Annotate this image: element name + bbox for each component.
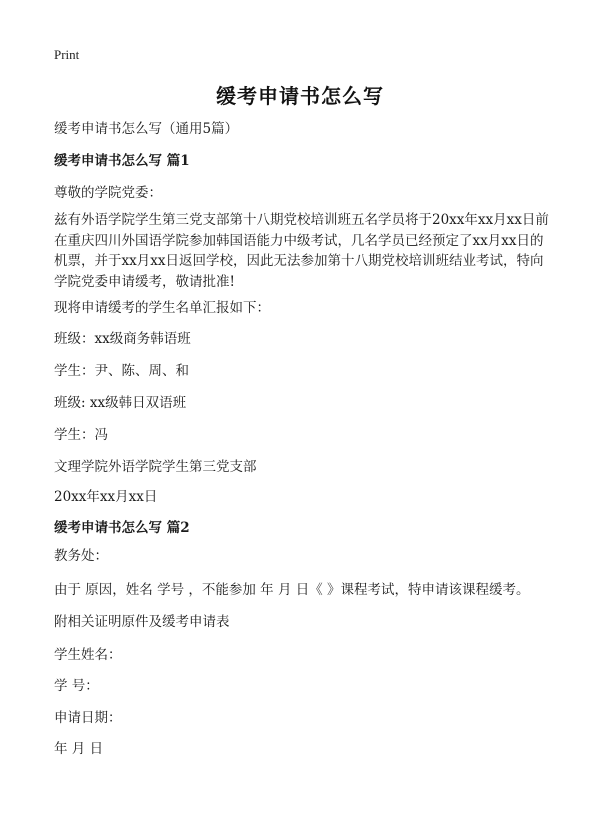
body-paragraph-1 bbox=[54, 210, 552, 292]
list-intro: 现将申请缓考的学生名单汇报如下： bbox=[54, 300, 270, 316]
salutation-1: 尊敬的学院党委： bbox=[54, 185, 162, 201]
paragraph-line: 兹有外语学院学生第三党支部第十八期党校培训班五名学员将于20xx年xx月xx日前 bbox=[54, 212, 549, 228]
students-line-2: 学生：冯 bbox=[54, 427, 108, 443]
document-subtitle: 缓考申请书怎么写（通用5篇） bbox=[54, 121, 239, 137]
signature-date: 20xx年xx月xx日 bbox=[54, 489, 158, 505]
signature: 文理学院外语学院学生第三党支部 bbox=[54, 459, 257, 475]
body-paragraph-2: 由于 原因，姓名 学号 ，不能参加 年 月 日《 》课程考试，特申请该课程缓考。 bbox=[54, 582, 530, 598]
attachment-note: 附相关证明原件及缓考申请表 bbox=[54, 614, 230, 630]
students-line-1: 学生：尹、陈、周、和 bbox=[54, 363, 189, 379]
student-name-field: 学生姓名： bbox=[54, 647, 122, 663]
application-date-field: 申请日期： bbox=[54, 710, 122, 726]
page-title: 缓考申请书怎么写 bbox=[216, 84, 384, 108]
section-heading-2: 缓考申请书怎么写 篇2 bbox=[54, 520, 190, 536]
paragraph-line: 学院党委申请缓考，敬请批准! bbox=[54, 273, 235, 290]
paragraph-line: 机票，并于xx月xx日返回学校，因此无法参加第十八期党校培训班结业考试，特向 bbox=[54, 253, 544, 269]
paragraph-line: 在重庆四川外国语学院参加韩国语能力中级考试，几名学员已经预定了xx月xx日的 bbox=[54, 232, 544, 249]
class-line-1: 班级：xx级商务韩语班 bbox=[54, 331, 191, 347]
ymd-line: 年 月 日 bbox=[54, 741, 104, 757]
print-link[interactable]: Print bbox=[54, 47, 80, 62]
class-line-2: 班级: xx级韩日双语班 bbox=[54, 395, 187, 411]
salutation-2: 教务处： bbox=[54, 548, 108, 564]
student-id-field: 学 号： bbox=[54, 678, 99, 694]
section-heading-1: 缓考申请书怎么写 篇1 bbox=[54, 153, 190, 169]
